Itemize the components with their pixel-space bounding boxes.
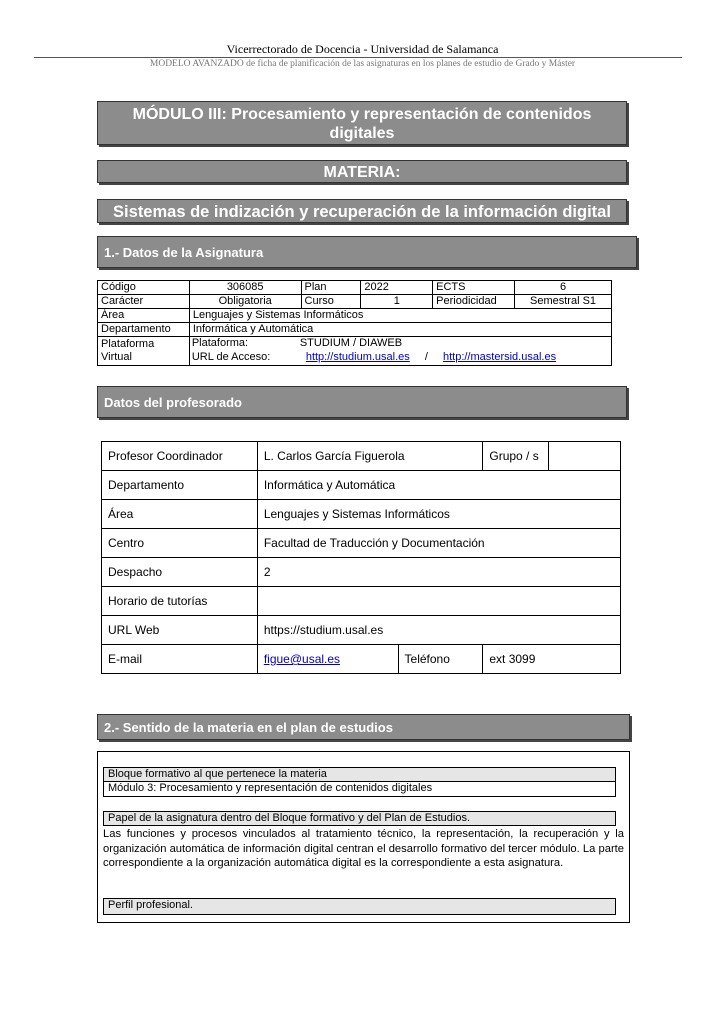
- despacho-label: Despacho: [102, 558, 258, 587]
- url-separator: /: [424, 351, 428, 363]
- ects-label: ECTS: [433, 281, 515, 295]
- url-web-value: https://studium.usal.es: [257, 616, 620, 645]
- area-label: Área: [98, 309, 190, 323]
- papel-label: Papel de la asignatura dentro del Bloque formativo y del Plan de Estudios.: [103, 811, 616, 826]
- papel-text: Las funciones y procesos vinculados al tratamiento técnico, la representación, la recuperación y la organización automática de información digital centran el desarrollo formativo del tercer módulo. La parte correspondiente a la organización automática digital es la correspondiente a esta asignatura.: [103, 828, 624, 869]
- perfil-label: Perfil profesional.: [103, 898, 616, 915]
- departamento-value: Informática y Automática: [189, 323, 611, 337]
- bloque-label: Bloque formativo al que pertenece la materia: [103, 767, 616, 782]
- url-acceso-label: URL de Acceso:: [191, 351, 271, 363]
- subject-title: Sistemas de indización y recuperación de la información digital: [97, 199, 627, 223]
- grupos-label: Grupo / s: [483, 442, 549, 471]
- grupos-value: [549, 442, 621, 471]
- prof-departamento-value: Informática y Automática: [257, 471, 620, 500]
- telefono-label: Teléfono: [398, 645, 483, 674]
- caracter-label: Carácter: [98, 295, 190, 309]
- profesorado-heading: Datos del profesorado: [97, 386, 627, 418]
- coordinador-label: Profesor Coordinador: [102, 442, 258, 471]
- departamento-label: Departamento: [98, 323, 190, 337]
- curso-value: 1: [361, 295, 433, 309]
- periodicidad-value: Semestral S1: [515, 295, 612, 309]
- periodicidad-label: Periodicidad: [433, 295, 515, 309]
- email-value: [257, 645, 398, 674]
- materia-title: MATERIA:: [97, 160, 627, 183]
- plataforma-label: Plataforma:: [191, 337, 249, 349]
- centro-label: Centro: [102, 529, 258, 558]
- ects-value: 6: [515, 281, 612, 295]
- module-title-line1: MÓDULO III: Procesamiento y representación de contenidos: [132, 106, 592, 123]
- prof-area-label: Área: [102, 500, 258, 529]
- email-label: E-mail: [102, 645, 258, 674]
- platform-inner-table: [190, 337, 611, 365]
- caracter-value: Obligatoria: [189, 295, 301, 309]
- section1-heading: 1.- Datos de la Asignatura: [97, 236, 637, 268]
- despacho-value: 2: [257, 558, 620, 587]
- subject-data-table: [97, 280, 612, 366]
- plataforma-virtual-label: Plataforma Virtual: [98, 337, 190, 366]
- url-links: [298, 349, 611, 365]
- plan-label: Plan: [301, 281, 361, 295]
- area-value: Lenguajes y Sistemas Informáticos: [189, 309, 611, 323]
- horario-label: Horario de tutorías: [102, 587, 258, 616]
- codigo-label: Código: [98, 281, 190, 295]
- prof-departamento-label: Departamento: [102, 471, 258, 500]
- bloque-value: Módulo 3: Procesamiento y representación de contenidos digitales: [103, 781, 616, 797]
- module-title-line2: digitales: [329, 125, 395, 142]
- prof-area-value: Lenguajes y Sistemas Informáticos: [257, 500, 620, 529]
- platform-cell: [189, 337, 611, 366]
- plan-value: 2022: [361, 281, 433, 295]
- telefono-value: ext 3099: [483, 645, 621, 674]
- studium-link[interactable]: http://studium.usal.es: [305, 351, 410, 363]
- plataforma-value: STUDIUM / DIAWEB: [299, 337, 403, 349]
- mastersid-link[interactable]: http://mastersid.usal.es: [442, 351, 557, 363]
- professor-table: [101, 441, 621, 674]
- module-title-box: [97, 101, 627, 145]
- header-model: MODELO AVANZADO de ficha de planificación de las asignaturas en los planes de estudio de Grado y Máster: [149, 59, 576, 69]
- header-divider: [34, 57, 682, 58]
- codigo-value: 306085: [189, 281, 301, 295]
- centro-value: Facultad de Traducción y Documentación: [257, 529, 620, 558]
- coordinador-value: L. Carlos García Figuerola: [257, 442, 483, 471]
- curso-label: Curso: [301, 295, 361, 309]
- header-institution: Vicerrectorado de Docencia - Universidad de Salamanca: [226, 42, 499, 56]
- email-link[interactable]: figue@usal.es: [263, 652, 341, 666]
- url-web-label: URL Web: [102, 616, 258, 645]
- horario-value: [257, 587, 620, 616]
- section2-heading: 2.- Sentido de la materia en el plan de estudios: [97, 714, 630, 740]
